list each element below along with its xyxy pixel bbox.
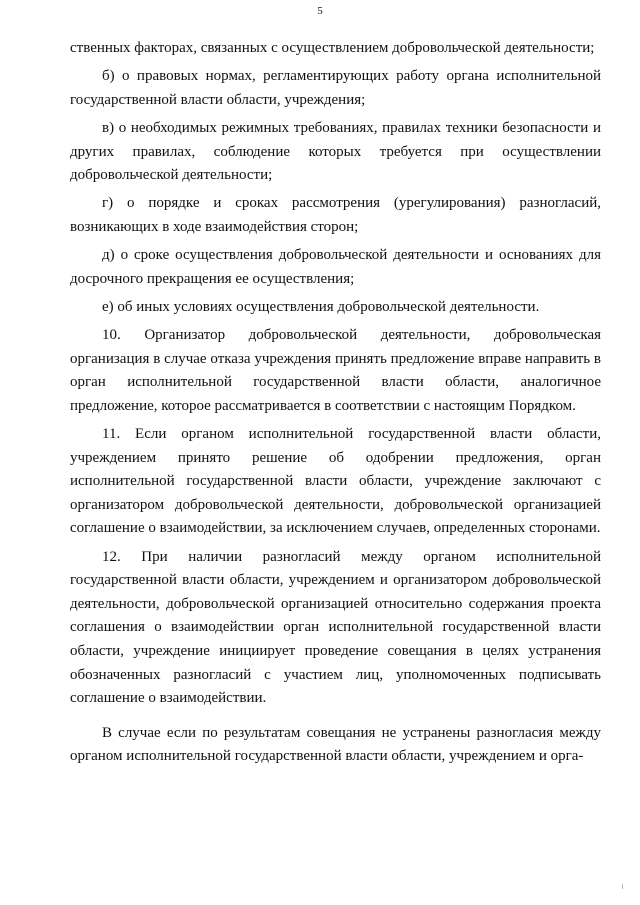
paragraph-clause-12: 12. При наличии разногласий между органом исполнительной государственной власти области, учреждением и организатором добровольческой деятельности, добровольческой организацией относительно содержания проекта соглашения о взаимодействии орган исполнительной государственной власти области, учреждение инициирует проведение совещания в целях устранения обозначенных разногласий с участием лиц, уполномоченных подписывать соглашение о взаимодействии.	[70, 548, 601, 707]
paragraph-item-g: г) о порядке и сроках рассмотрения (урегулирования) разногласий, возникающих в ходе взаимодействия сторон;	[70, 195, 601, 235]
page-number: 5	[317, 5, 323, 17]
paragraph-item-v: в) о необходимых режимных требованиях, правилах техники безопасности и других правилах, соблюдение которых требуется при осуществлении добровольческой деятельности;	[70, 119, 601, 184]
paragraph-clause-11: 11. Если органом исполнительной государственной власти области, учреждением принято решение об одобрении предложения, орган исполнительной государственной власти области, учреждение заключают с организатором добровольческой деятельности, добровольческой организацией соглашение о взаимодействии, за исключением случаев, определенных сторонами.	[70, 426, 601, 537]
paragraph-item-b: б) о правовых нормах, регламентирующих работу органа исполнительной государственной власти области, учреждения;	[70, 68, 601, 108]
paragraph-item-d: д) о сроке осуществления добровольческой деятельности и основаниях для досрочного прекращения ее осуществления;	[70, 247, 601, 287]
paragraph-clause-12-continued: В случае если по результатам совещания не устранены разногласия между органом исполнительной государственной власти области, учреждением и орга-	[70, 724, 601, 765]
paragraph-continuation: ственных факторах, связанных с осуществлением добровольческой деятельности;	[70, 40, 595, 56]
paragraph-item-e: е) об иных условиях осуществления добровольческой деятельности.	[102, 298, 540, 315]
paragraph-clause-10: 10. Организатор добровольческой деятельности, добровольческая организация в случае отказа учреждения принять предложение вправе направить в орган исполнительной государственной власти области, аналогичное предложение, которое рассматривается в соответствии с настоящим Порядком.	[70, 327, 601, 414]
scan-edge-mark	[622, 884, 623, 889]
document-body	[70, 37, 601, 769]
